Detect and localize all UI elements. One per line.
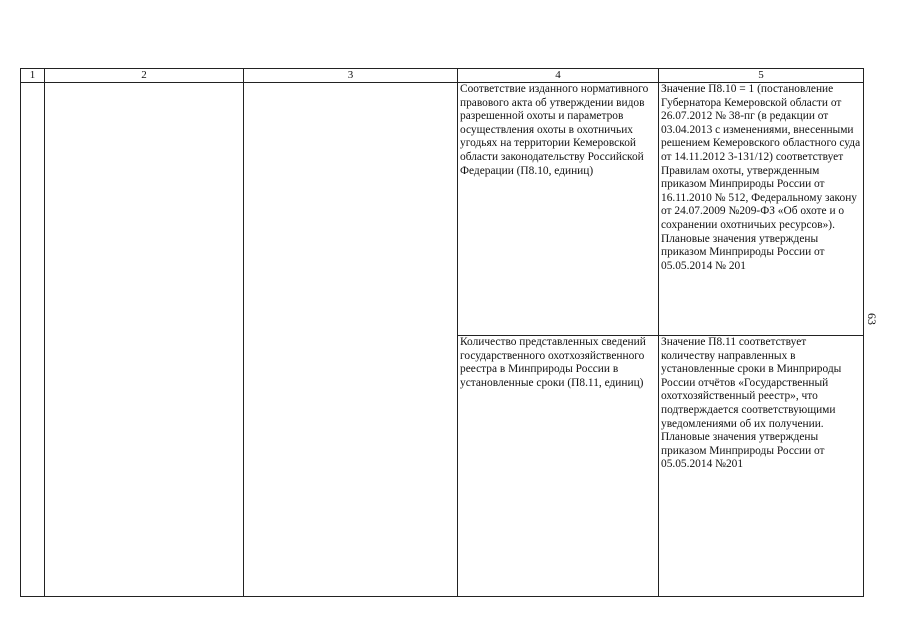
value-cell: Значение П8.11 соответствует количеству направленных в установленные сроки в Минприроды России отчётов «Государственный охотхозяйственный реестр», что подтверждается соответствующими уведомлениями об их получении. Плановые значения утверждены приказом Минприроды России от 05.05.2014 №201 (659, 336, 864, 597)
indicator-cell: Количество представленных сведений государственного охотхозяйственного реестра в Минприроды России в установленные сроки (П8.11, единиц) (458, 336, 659, 597)
column-number-5: 5 (659, 69, 864, 83)
empty-cell-col2 (45, 83, 244, 597)
value-cell: Значение П8.10 = 1 (постановление Губернатора Кемеровской области от 26.07.2012 № 38-пг (в редакции от 03.04.2013 с изменениями, внесенными решением Кемеровского областного суда от 14.11.2012 3-131/12) соответствует Правилам охоты, утвержденным приказом Минприроды России от 16.11.2010 № 512, Федеральному закону от 24.07.2009 №209-ФЗ «Об охоте и о сохранении охотничьих ресурсов»). Плановые значения утверждены приказом Минприроды России от 05.05.2014 № 201 (659, 83, 864, 336)
page-number: 63 (865, 313, 879, 325)
column-number-2: 2 (45, 69, 244, 83)
document-table (20, 68, 864, 597)
column-number-row (21, 69, 864, 83)
indicator-cell: Соответствие изданного нормативного правового акта об утверждении видов разрешенной охоты и параметров осуществления охоты в охотничьих угодьях на территории Кемеровской области законодательству Российской Федерации (П8.10, единиц) (458, 83, 659, 336)
table-row (21, 83, 864, 336)
column-number-1: 1 (21, 69, 45, 83)
column-number-4: 4 (458, 69, 659, 83)
column-number-3: 3 (244, 69, 458, 83)
document-table-container (20, 68, 863, 597)
empty-cell-col3 (244, 83, 458, 597)
empty-cell-col1 (21, 83, 45, 597)
